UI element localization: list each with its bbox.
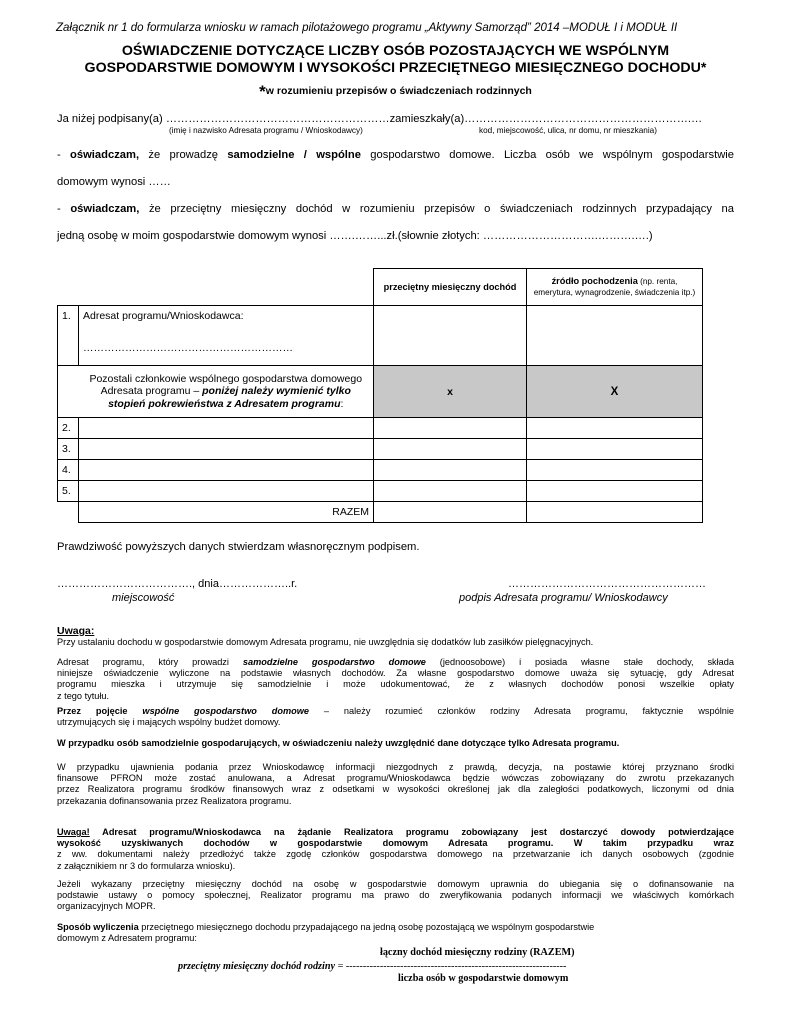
applicant-name-dots: …………………………………………………… — [83, 342, 293, 354]
household-members-header-row — [58, 366, 703, 418]
income-x-mark: x — [374, 366, 527, 418]
note-mopr-verification: Jeżeli wykazany przeciętny miesięczny dochód na osobę w gospodarstwie domowym uprawnia do ubiegania się o dofinansowanie na podstawie ustawy o pomocy społecznej, Realizator programu ma prawo do zweryfikowania podanych informacji we właściwych komórkach organizacyjnych MOPR. — [57, 879, 734, 912]
income-column-header: przeciętny miesięczny dochód — [374, 269, 527, 306]
signature-label: podpis Adresata programu/ Wnioskodawcy — [459, 592, 668, 604]
name-hint: (imię i nazwisko Adresata programu / Wnioskodawcy) — [169, 126, 363, 135]
income-amount-line: jedną osobę w moim gospodarstwie domowym wynosi …….……...zł.(słownie złotych: ………………………….……….….) — [57, 230, 653, 242]
applicant-cell[interactable] — [79, 306, 374, 366]
statement-declare: oświadczam, — [70, 149, 140, 161]
row-number: 2. — [58, 418, 79, 439]
household-size-line: domowym wynosi …… — [57, 176, 171, 188]
household-income-table — [57, 268, 703, 523]
place-date-line: ………………………………., dnia………………..r. — [57, 578, 298, 590]
member-source-cell[interactable] — [527, 481, 703, 502]
document-title — [40, 43, 751, 77]
note-self-managed: W przypadku osób samodzielnie gospodarujących, w oświadczeniu należy uwzględnić dane dotyczące tylko Adresata programu. — [57, 738, 620, 748]
formula-numerator: łączny dochód miesięczny rodziny (RAZEM) — [380, 947, 575, 958]
total-source-cell[interactable] — [527, 502, 703, 523]
formula-equals: = — [335, 961, 346, 972]
note-false-information: W przypadku ujawnienia podania przez Wnioskodawcę informacji niezgodnych z prawdą, decyzja, na postawie której przyznano środki finansowe PFRON może zostać anulowana, a Adresat programu/Wnioskodawca będzie wówczas zobowiązany do zwrotu przekazanych przez Realizatora programu środków finansowych wraz z odsetkami w wysokości określonej jak dla zaległości podatkowych, liczonymi od dnia przekazania dofinansowania przez Realizatora programu. — [57, 762, 734, 806]
table-row — [58, 306, 703, 366]
formula-denominator: liczba osób w gospodarstwie domowym — [398, 973, 569, 984]
place-label: miejscowość — [112, 592, 175, 604]
declarant-line: Ja niżej podpisany(a) ……………………………………………………zamieszkały(a)…………………………………………………….… — [57, 113, 703, 125]
note-single-household: Adresat programu, który prowadzi samodzielne gospodarstwo domowe (jednoosobowe) i posiada własne stałe dochody, składa niniejsze oświadczenie wyliczone na podstawie własnych dochodów. Za własne gospodarstwo domowe uważa się sytuację, gdy Adresat programu mieszka i utrzymuje się samodzielnie i może udokumentować, że z własnych dochodów ponosi wszelkie opłaty z tego tytułu. — [57, 657, 735, 701]
table-row — [58, 481, 703, 502]
household-members-caption — [79, 366, 374, 418]
total-label: RAZEM — [79, 502, 374, 523]
statement-mid: że prowadzę — [139, 149, 228, 161]
table-row — [58, 418, 703, 439]
member-source-cell[interactable] — [527, 418, 703, 439]
member-income-cell[interactable] — [374, 418, 527, 439]
subtitle-asterisk: * — [259, 82, 266, 101]
member-relation-cell[interactable] — [79, 418, 374, 439]
formula-line — [178, 961, 778, 972]
total-row — [58, 502, 703, 523]
row-number: 3. — [58, 439, 79, 460]
member-relation-cell[interactable] — [79, 481, 374, 502]
signature-line: ……………………………………………… — [508, 578, 706, 590]
applicant-income-cell[interactable] — [374, 306, 527, 366]
members-caption-colon: : — [340, 397, 344, 410]
note-proof-of-income: Uwaga! Adresat programu/Wnioskodawca na żądanie Realizatora programu zobowiązany jest dostarczyć dowody potwierdzające wysokość uzyskiwanych dochodów w gospodarstwie domowym Adresata programu. W takim przypadku wraz z ww. dokumentami należy przedłożyć także zgodę członków gospodarstwa domowego na przetwarzanie ich danych osobowych (zgodnie z załącznikiem nr 3 do formularza wniosku). — [57, 827, 735, 871]
notes-heading: Uwaga: — [57, 625, 95, 637]
member-income-cell[interactable] — [374, 460, 527, 481]
members-caption-instruction: poniżej należy wymienić tylko stopień pokrewieństwa z Adresatem programu — [108, 385, 351, 410]
row-number: 5. — [58, 481, 79, 502]
member-income-cell[interactable] — [374, 439, 527, 460]
formula-fraction-bar: ----------------------------------------------------------------- — [345, 961, 567, 972]
table-row — [58, 439, 703, 460]
table-header-row — [58, 269, 703, 306]
formula-lhs: przeciętny miesięczny dochód rodziny — [178, 961, 336, 972]
title-line-1: OŚWIADCZENIE DOTYCZĄCE LICZBY OSÓB POZOSTAJĄCYCH WE WSPÓLNYM — [121, 43, 670, 59]
member-income-cell[interactable] — [374, 481, 527, 502]
subtitle-text: w rozumieniu przepisów o świadczeniach rodzinnych — [265, 85, 532, 97]
household-statement — [57, 149, 734, 161]
total-income-cell[interactable] — [374, 502, 527, 523]
note-allowances: Przy ustalaniu dochodu w gospodarstwie domowym Adresata programu, nie uwzględnia się dodatków lub zasiłków pielęgnacyjnych. — [57, 637, 594, 647]
statement-dash: - — [57, 203, 71, 215]
statement-end: że przeciętny miesięczny dochód w rozumieniu przepisów o świadczeniach rodzinnych przypadający na — [139, 203, 734, 215]
document-subtitle — [0, 82, 791, 102]
members-caption-text: Pozostali członkowie wspólnego gospodarstwa domowego Adresata programu – — [89, 372, 363, 398]
table-row — [58, 460, 703, 481]
household-type: samodzielne / wspólne — [227, 149, 361, 161]
title-line-2: GOSPODARSTWIE DOMOWYM I WYSOKOŚCI PRZECIĘTNEGO MIESIĘCZNEGO DOCHODU* — [84, 60, 707, 76]
row-number: 1. — [58, 306, 79, 366]
note-shared-household: Przez pojęcie wspólne gospodarstwo domowe – należy rozumieć członków rodziny Adresata programu, faktycznie wspólnie utrzymujących się i mających wspólny budżet domowy. — [57, 706, 734, 728]
note-calculation-method: Sposób wyliczenia przeciętnego miesięcznego dochodu przypadającego na jedną osobę pozostającą we wspólnym gospodarstwie domowym z Adresatem programu: — [57, 922, 595, 944]
address-hint: kod, miejscowość, ulica, nr domu, nr mieszkania) — [479, 126, 657, 135]
member-relation-cell[interactable] — [79, 460, 374, 481]
statement-end: gospodarstwo domowe. Liczba osób we wspólnym gospodarstwie — [360, 149, 734, 161]
member-source-cell[interactable] — [527, 439, 703, 460]
confirmation-text: Prawdziwość powyższych danych stwierdzam własnoręcznym podpisem. — [57, 541, 420, 553]
member-source-cell[interactable] — [527, 460, 703, 481]
source-x-mark: X — [527, 366, 703, 418]
source-column-title: źródło pochodzenia — [551, 276, 638, 286]
source-column-hint: (np. renta, emerytura, wynagrodzenie, świadczenia itp.) — [533, 277, 696, 297]
applicant-label: Adresat programu/Wnioskodawca: — [83, 310, 244, 322]
member-relation-cell[interactable] — [79, 439, 374, 460]
row-number: 4. — [58, 460, 79, 481]
source-column-header — [527, 269, 703, 306]
statement-declare: oświadczam, — [70, 203, 140, 215]
statement-dash: - — [57, 149, 71, 161]
annex-note: Załącznik nr 1 do formularza wniosku w ramach pilotażowego programu „Aktywny Samorząd” 2014 –MODUŁ I i MODUŁ II — [56, 22, 678, 34]
income-statement — [57, 203, 734, 215]
applicant-source-cell[interactable] — [527, 306, 703, 366]
